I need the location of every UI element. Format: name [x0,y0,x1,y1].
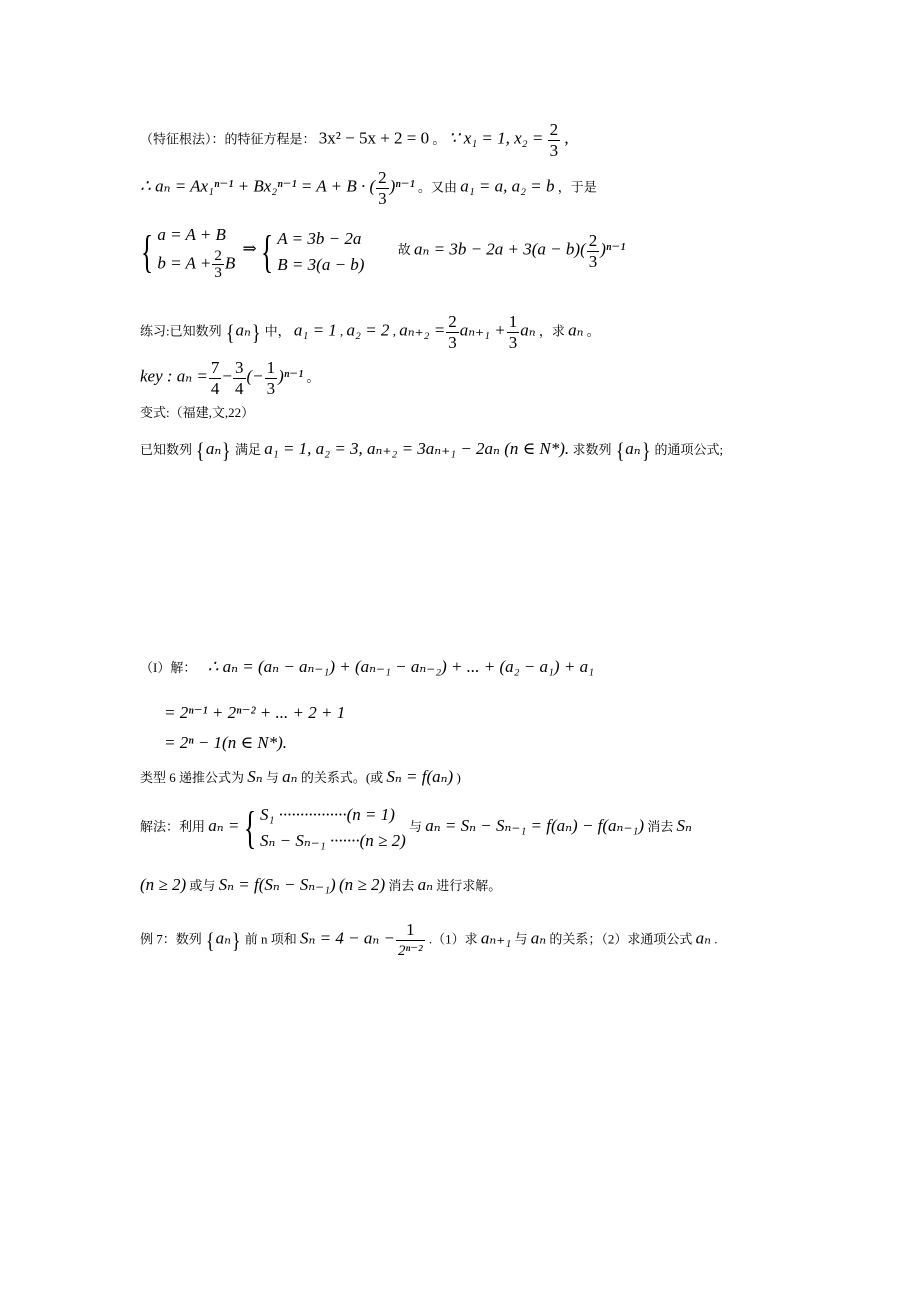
piecewise-row: S₁ ················(n = 1) [259,805,395,824]
numerator: 7 [210,358,220,377]
expr: B [224,253,236,273]
text: .（1）求 [428,931,478,947]
brace: } [251,319,261,345]
char-eq: 3x² − 5x + 2 = 0 [318,128,430,148]
solution-expr: = 2ⁿ⁻¹ + 2ⁿ⁻² + ... + 2 + 1 [164,703,346,722]
system-2 [277,226,364,278]
brace: { [225,319,235,345]
example7-line [140,920,718,961]
exponent-expr: )ⁿ⁻¹ [389,176,415,196]
denominator: 3 [549,141,559,160]
result-expr: aₙ = 3b − 2a + 3(a − b)( [413,239,586,259]
key-line [140,358,320,399]
symbol: aₙ₊₁ [480,928,512,948]
example-label: 例 7：数列 [140,931,202,947]
brace: { [196,438,205,464]
relation: Sₙ = f(Sₙ − Sₙ₋₁) [218,875,336,894]
text: 。又由 [417,179,457,195]
symbol: Sₙ [247,767,263,786]
text: 的关系；（2）求通项公式 [549,931,693,947]
piecewise-row: Sₙ − Sₙ₋₁ ·······(n ≥ 2) [259,831,406,850]
recurrence: a₁ = 1, a₂ = 3, aₙ₊₂ = 3aₙ₊₁ − 2aₙ (n ∈ N*). [264,439,570,458]
text: 故 [397,242,411,258]
denominator: 3 [214,265,222,281]
text: 的通项公式; [654,442,724,457]
system-row: B = 3(a − b) [277,254,365,274]
minus: − [222,366,233,386]
text: 进行求解。 [436,878,502,893]
left-brace: { [260,225,274,277]
char-eq-label: （特征根法）：的特征方程是： [140,131,316,147]
fraction [209,358,222,399]
solution-expr: ∴ aₙ = (aₙ − aₙ₋₁) + (aₙ₋₁ − aₙ₋₂) + ... + (a₂ − a₁) + a₁ [207,657,594,676]
brace: } [222,438,231,464]
exponent-expr: )ⁿ⁻¹ [600,239,626,259]
condition: aₙ₊₁ + [459,320,506,340]
condition: a₂ = 2 [346,320,390,340]
numerator: 2 [588,231,598,250]
text: 满足 [235,442,262,457]
fraction [548,120,561,161]
solution-expr: = 2ⁿ − 1(n ∈ N*). [164,733,288,752]
text: 前 n 项和 [244,931,297,947]
sequence: aₙ [215,928,231,948]
system-row: A = 3b − 2a [277,228,362,248]
text: ，于是 [557,179,597,195]
brace: { [615,438,625,464]
fraction [446,312,459,353]
key-expr: key : aₙ = [140,366,208,386]
practice-label: 练习:已知数列 [140,323,222,339]
text: 的关系式。(或 [300,770,384,785]
general-term-expr: ∴ aₙ = Ax₁ⁿ⁻¹ + Bx₂ⁿ⁻¹ = A + B · ( [140,176,376,196]
solution-line-3 [164,734,287,751]
denominator: 2ⁿ⁻² [398,943,423,959]
denominator: 3 [448,333,457,352]
text: 中， [264,323,291,339]
fraction [507,312,520,353]
fraction [587,231,600,272]
text: ，求 [538,323,565,339]
general-term-line [140,168,597,209]
symbol: Sₙ [676,815,692,835]
denominator: 4 [210,379,220,398]
brace: } [641,438,651,464]
solution-line-2 [164,704,345,721]
punct: 。 [586,323,600,339]
denominator: 3 [588,252,598,271]
type6-line [140,768,461,785]
system-line [140,222,625,281]
text: 已知数列 [140,442,193,457]
condition: aₙ₊₂ = [399,320,446,340]
method-line-2 [140,876,501,893]
numerator: 2 [549,120,559,139]
numerator: 2 [448,312,457,331]
text: 消去 [647,818,674,834]
initial-values: a₁ = a, a₂ = b [460,176,555,196]
implies-arrow: ⇒ [242,239,257,259]
text: 求数列 [572,442,612,457]
text: 与 [409,818,423,834]
symbol: aₙ [282,767,298,786]
condition: (n ≥ 2) [140,875,187,894]
fraction [265,358,278,399]
condition: (n ≥ 2) [338,875,386,894]
solution-line-1 [140,658,594,675]
variant-line [140,440,723,462]
fraction [376,168,389,209]
variant-title: 变式:（福建,文,22） [140,405,255,420]
relation: aₙ = Sₙ − Sₙ₋₁ = f(aₙ) − f(aₙ₋₁) [425,815,644,835]
punct: 。 [432,131,446,147]
condition: aₙ [520,320,536,340]
punct: , [564,128,569,148]
symbol: aₙ [530,928,547,948]
fraction [212,248,224,281]
brace: { [206,927,215,953]
fraction [233,358,246,399]
method-line [140,802,692,854]
left-brace: { [140,225,154,277]
denominator: 3 [266,379,276,398]
expr: b = A + [157,253,212,273]
system-1 [157,222,235,281]
key-expr: )ⁿ⁻¹ [278,366,304,386]
key-expr: (− [246,366,264,386]
text: 与 [514,931,528,947]
numerator: 2 [378,168,387,187]
denominator: 4 [235,379,244,398]
relation: Sₙ = f(aₙ) [386,767,454,786]
symbol: aₙ [417,875,434,894]
fraction [396,920,425,961]
numerator: 3 [235,358,244,377]
symbol: aₙ = [208,815,240,835]
sequence: aₙ [625,439,641,458]
brace: } [232,927,241,953]
condition: a₁ = 1 [293,320,337,340]
denominator: 3 [508,333,518,352]
roots: ∵ x₁ = 1, x₂ = [448,128,544,148]
text: 与 [265,770,279,785]
punct: . [714,931,718,947]
numerator: 2 [214,248,222,264]
text: ) [456,770,461,785]
system-row: a = A + B [157,225,226,244]
practice-line: 练习:已知数列 {aₙ} 中， a₁ = 1 , a₂ = 2 , aₙ₊₂ = $\frac{2}{3}$ aₙ₊₁ + $\frac{1}{3}$ aₙ ，求 aₙ 。 [140,312,600,352]
piecewise [260,802,406,854]
relation: Sₙ = 4 − aₙ − [300,928,395,948]
target: aₙ [568,320,584,340]
symbol: aₙ [695,928,711,948]
text: 类型 6 递推公式为 [140,770,245,785]
sequence: aₙ [205,439,222,458]
text: 消去 [388,878,415,893]
char-eq-line [140,120,569,161]
system-row [157,248,235,281]
numerator: 1 [266,358,276,377]
numerator: 1 [396,920,425,941]
punct: 。 [306,369,320,385]
numerator: 1 [508,312,518,331]
sequence: aₙ [235,320,251,340]
denominator: 3 [378,189,387,208]
text: 解法：利用 [140,818,206,834]
left-brace: { [243,802,256,853]
text: 或与 [189,878,216,893]
solution-label: （I）解： [140,660,197,675]
